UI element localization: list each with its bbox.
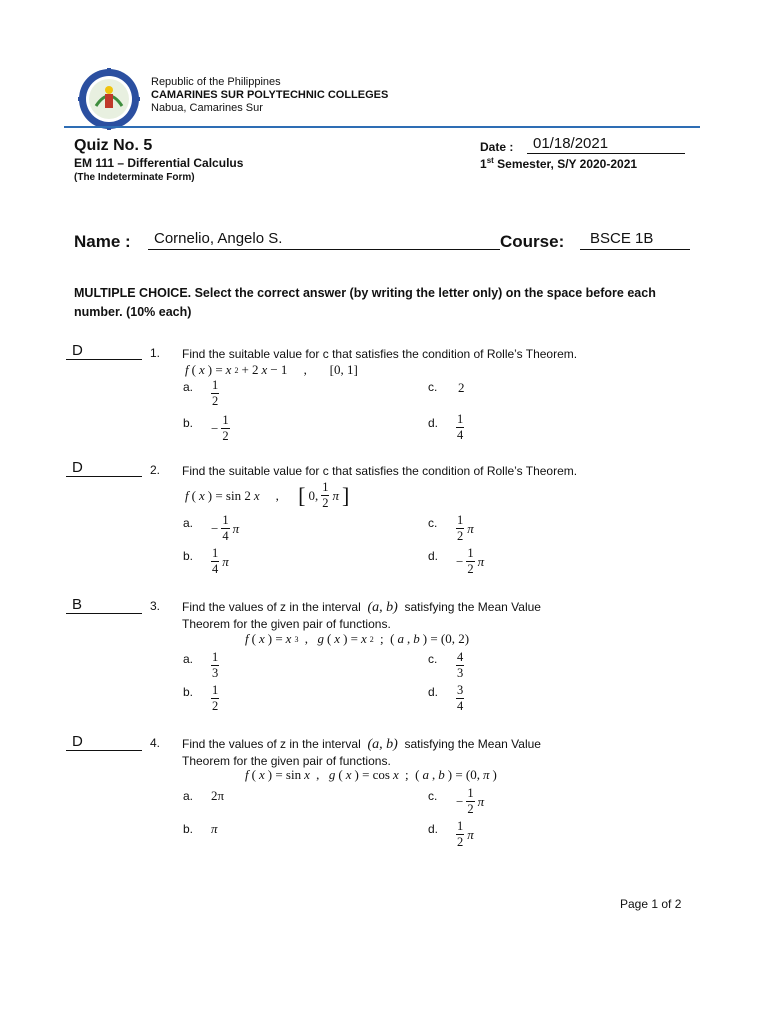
semester-text: Semester, S/Y 2020-2021 [497,157,638,171]
option-c-label: c. [428,380,438,394]
semester-number: 1 [480,157,487,171]
question-equation: f ( x ) = x 3 , g ( x ) = x 2 ; ( a , b ) = (0, 2) [245,631,470,646]
course-field[interactable] [580,229,690,250]
question-text-part1: Find the values of z in the interval [182,737,361,751]
question-number: 1. [150,346,161,360]
name-field[interactable] [148,229,500,250]
answer-field-4[interactable] [66,733,142,751]
question-number: 3. [150,599,161,613]
question-text-part3: Theorem for the given pair of functions. [182,754,391,768]
answer-3: B [72,596,83,613]
option-d-label: d. [428,416,439,430]
question-text [182,736,541,753]
header-country: Republic of the Philippines [151,76,281,88]
quiz-title: Quiz No. 5 [74,137,153,154]
answer-field-2[interactable] [66,459,142,477]
option-b-value: π [211,821,218,836]
option-a-label: a. [183,516,194,530]
option-c-value: $\frac{4}{3}$ [457,650,464,680]
option-a-label: a. [183,652,194,666]
name-value: Cornelio, Angelo S. [154,230,283,247]
instructions: MULTIPLE CHOICE. Select the correct answer (by writing the letter only) on the space before each number. (10% each) [74,286,656,319]
semester-info [480,156,637,171]
question-text-part2: satisfying the Mean Value [404,737,541,751]
option-d-value: $\frac{1}{2}$ π [457,819,474,849]
option-a-value: 2π [211,788,225,803]
course-label: Course: [500,232,565,251]
option-a-label: a. [183,380,194,394]
question-number: 2. [150,463,161,477]
course-code: EM 111 – Differential Calculus [74,156,244,170]
option-a-value: − $\frac{1}{4}$ π [211,513,240,543]
answer-field-1[interactable] [66,342,142,360]
option-c-label: c. [428,516,438,530]
question-interval: (a, b) [367,600,398,615]
option-c-value: $\frac{1}{2}$ π [457,513,474,543]
semester-ordinal: st [486,156,494,165]
option-a-value: $\frac{1}{2}$ [212,378,219,408]
page-number: Page 1 of 2 [620,897,682,911]
option-a-value: $\frac{1}{3}$ [212,650,219,680]
header-school-name: CAMARINES SUR POLYTECHNIC COLLEGES [151,89,389,101]
option-b-label: b. [183,822,194,836]
question-equation: f ( x ) = sin 2 x , [ 0, $\frac{1}{2}$ π ] [185,480,350,510]
option-a-label: a. [183,789,194,803]
option-d-label: d. [428,685,439,699]
answer-2: D [72,459,83,476]
option-c-label: c. [428,789,438,803]
header-location: Nabua, Camarines Sur [151,102,263,114]
question-text [182,599,541,616]
question-text-part1: Find the values of z in the interval [182,600,361,614]
option-d-label: d. [428,549,439,563]
answer-1: D [72,342,83,359]
date-value: 01/18/2021 [533,135,609,152]
date-field[interactable] [527,135,685,154]
option-c-label: c. [428,652,438,666]
option-b-label: b. [183,416,194,430]
school-logo [78,68,140,130]
option-b-label: b. [183,685,194,699]
question-text: Find the suitable value for c that satisfies the condition of Rolle’s Theorem. [182,347,578,361]
question-equation: f ( x ) = x 2 + 2 x − 1 , [0, 1] [185,362,358,377]
option-b-value: $\frac{1}{2}$ [212,683,219,713]
question-interval: (a, b) [367,737,398,752]
option-d-label: d. [428,822,439,836]
question-text: Find the suitable value for c that satisfies the condition of Rolle’s Theorem. [182,464,578,478]
question-equation: f ( x ) = sin x , g ( x ) = cos x ; ( a , b ) = (0, π ) [245,767,497,782]
option-b-value: − $\frac{1}{2}$ [211,413,229,443]
quiz-topic: (The Indeterminate Form) [74,172,195,183]
option-b-label: b. [183,549,194,563]
name-label: Name : [74,232,131,251]
answer-field-3[interactable] [66,596,142,614]
option-d-value: $\frac{3}{4}$ [457,683,464,713]
question-number: 4. [150,736,161,750]
option-d-value: $\frac{1}{4}$ [457,412,464,442]
date-label: Date : [480,140,514,154]
option-d-value: − $\frac{1}{2}$ π [456,546,485,576]
question-text-part3: Theorem for the given pair of functions. [182,617,391,631]
question-text-part2: satisfying the Mean Value [404,600,541,614]
option-c-value: 2 [458,380,465,395]
option-b-value: $\frac{1}{4}$ π [212,546,229,576]
answer-4: D [72,733,83,750]
course-value: BSCE 1B [590,230,654,247]
header-divider [64,126,700,128]
option-c-value: − $\frac{1}{2}$ π [456,786,485,816]
